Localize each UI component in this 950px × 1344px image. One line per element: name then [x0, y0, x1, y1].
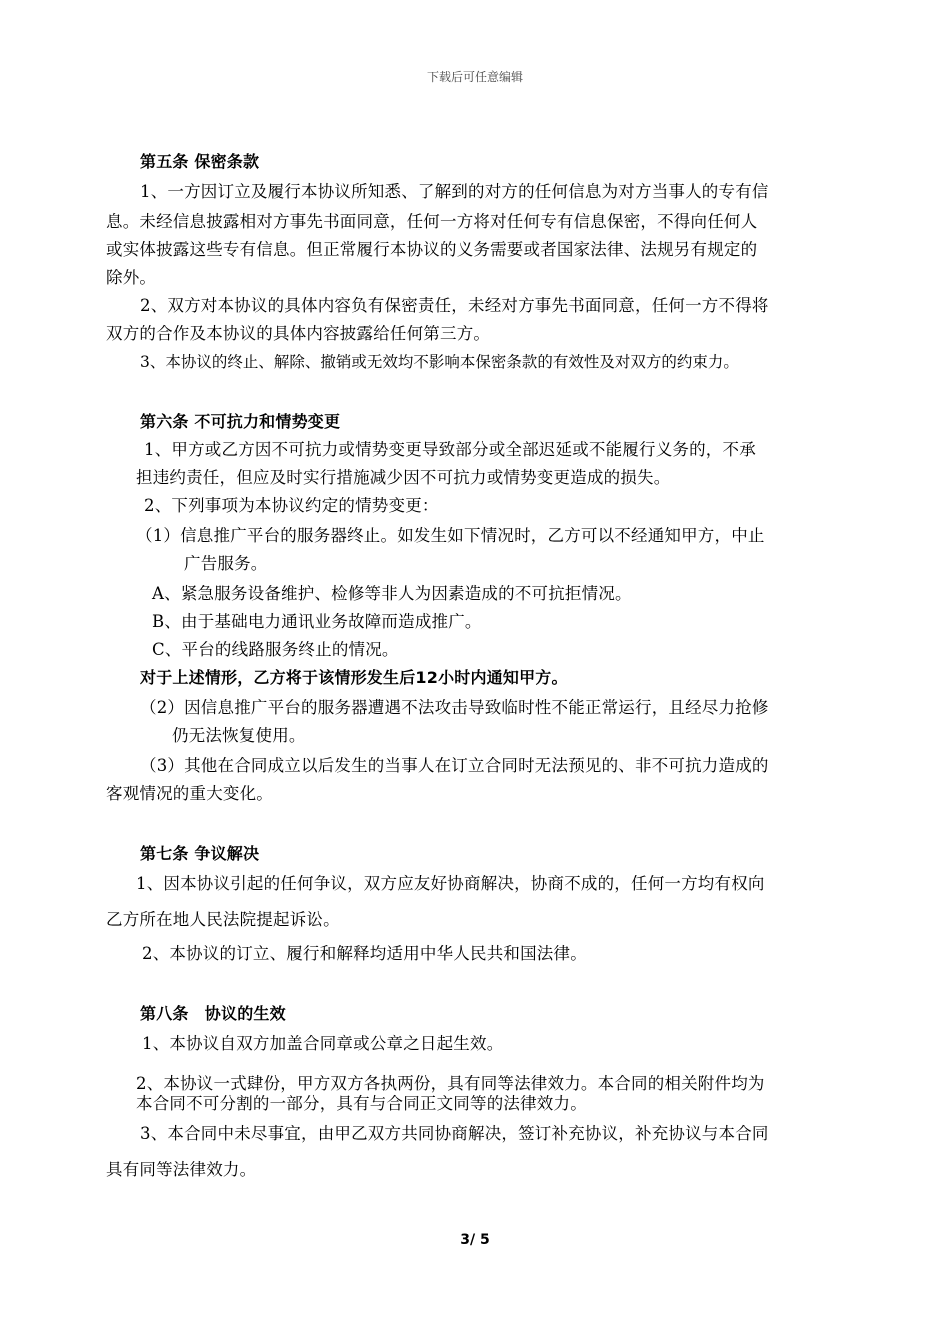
- s5-p2-line2: 双方的合作及本协议的具体内容披露给任何第三方。: [106, 324, 491, 343]
- s8-p3-line2: 具有同等法律效力。: [106, 1160, 257, 1179]
- s8-p3-line1: 3、本合同中未尽事宜，由甲乙双方共同协商解决，签订补充协议，补充协议与本合同: [140, 1124, 769, 1143]
- s6-item-c: C、平台的线路服务终止的情况。: [152, 640, 399, 659]
- s6-item1-line2: 广告服务。: [184, 554, 268, 573]
- s6-item2-line2: 仍无法恢复使用。: [172, 726, 306, 745]
- s7-p2: 2、本协议的订立、履行和解释均适用中华人民共和国法律。: [142, 944, 587, 963]
- s5-p3: 3、本协议的终止、解除、撤销或无效均不影响本保密条款的有效性及对双方的约束力。: [140, 353, 739, 371]
- s5-p1-line4: 除外。: [106, 268, 157, 287]
- s6-p2: 2、下列事项为本协议约定的情势变更：: [144, 496, 439, 515]
- s7-p1-line1: 1、因本协议引起的任何争议，双方应友好协商解决，协商不成的，任何一方均有权向: [136, 874, 765, 893]
- s6-p1-line1: 1、甲方或乙方因不可抗力或情势变更导致部分或全部迟延或不能履行义务的，不承: [144, 440, 756, 459]
- s6-item-a: A、紧急服务设备维护、检修等非人为因素造成的不可抗拒情况。: [152, 584, 632, 603]
- s6-notice: 对于上述情形，乙方将于该情形发生后12小时内通知甲方。: [140, 668, 568, 687]
- section-7-title: 第七条 争议解决: [140, 844, 260, 863]
- s6-item3-line1: （3）其他在合同成立以后发生的当事人在订立合同时无法预见的、非不可抗力造成的: [140, 756, 769, 775]
- s5-p1-line2: 息。未经信息披露相对方事先书面同意，任何一方将对任何专有信息保密，不得向任何人: [106, 212, 758, 231]
- s5-p1-line1: 1、一方因订立及履行本协议所知悉、了解到的对方的任何信息为对方当事人的专有信: [140, 182, 769, 201]
- page-header: 下载后可任意编辑: [426, 70, 523, 84]
- s8-p2-line2: 本合同不可分割的一部分，具有与合同正文同等的法律效力。: [136, 1094, 587, 1113]
- section-6-title: 第六条 不可抗力和情势变更: [140, 412, 341, 431]
- s6-item2-line1: （2）因信息推广平台的服务器遭遇不法攻击导致临时性不能正常运行，且经尽力抢修: [140, 698, 769, 717]
- page-number: 3/ 5: [460, 1232, 490, 1248]
- section-5-title: 第五条 保密条款: [140, 152, 260, 171]
- s5-p2-line1: 2、双方对本协议的具体内容负有保密责任，未经对方事先书面同意，任何一方不得将: [140, 296, 769, 315]
- s8-p2-line1: 2、本协议一式肆份，甲方双方各执两份，具有同等法律效力。本合同的相关附件均为: [136, 1074, 765, 1093]
- s6-item-b: B、由于基础电力通讯业务故障而造成推广。: [152, 612, 482, 631]
- s5-p1-line3: 或实体披露这些专有信息。但正常履行本协议的义务需要或者国家法律、法规另有规定的: [106, 240, 758, 259]
- s6-item1-line1: （1）信息推广平台的服务器终止。如发生如下情况时，乙方可以不经通知甲方，中止: [136, 526, 765, 545]
- section-8-title: 第八条 协议的生效: [140, 1004, 286, 1023]
- s6-p1-line2: 担违约责任，但应及时实行措施减少因不可抗力或情势变更造成的损失。: [136, 468, 671, 487]
- s6-item3-line2: 客观情况的重大变化。: [106, 784, 273, 803]
- s7-p1-line2: 乙方所在地人民法院提起诉讼。: [106, 910, 340, 929]
- s8-p1: 1、本协议自双方加盖合同章或公章之日起生效。: [142, 1034, 504, 1053]
